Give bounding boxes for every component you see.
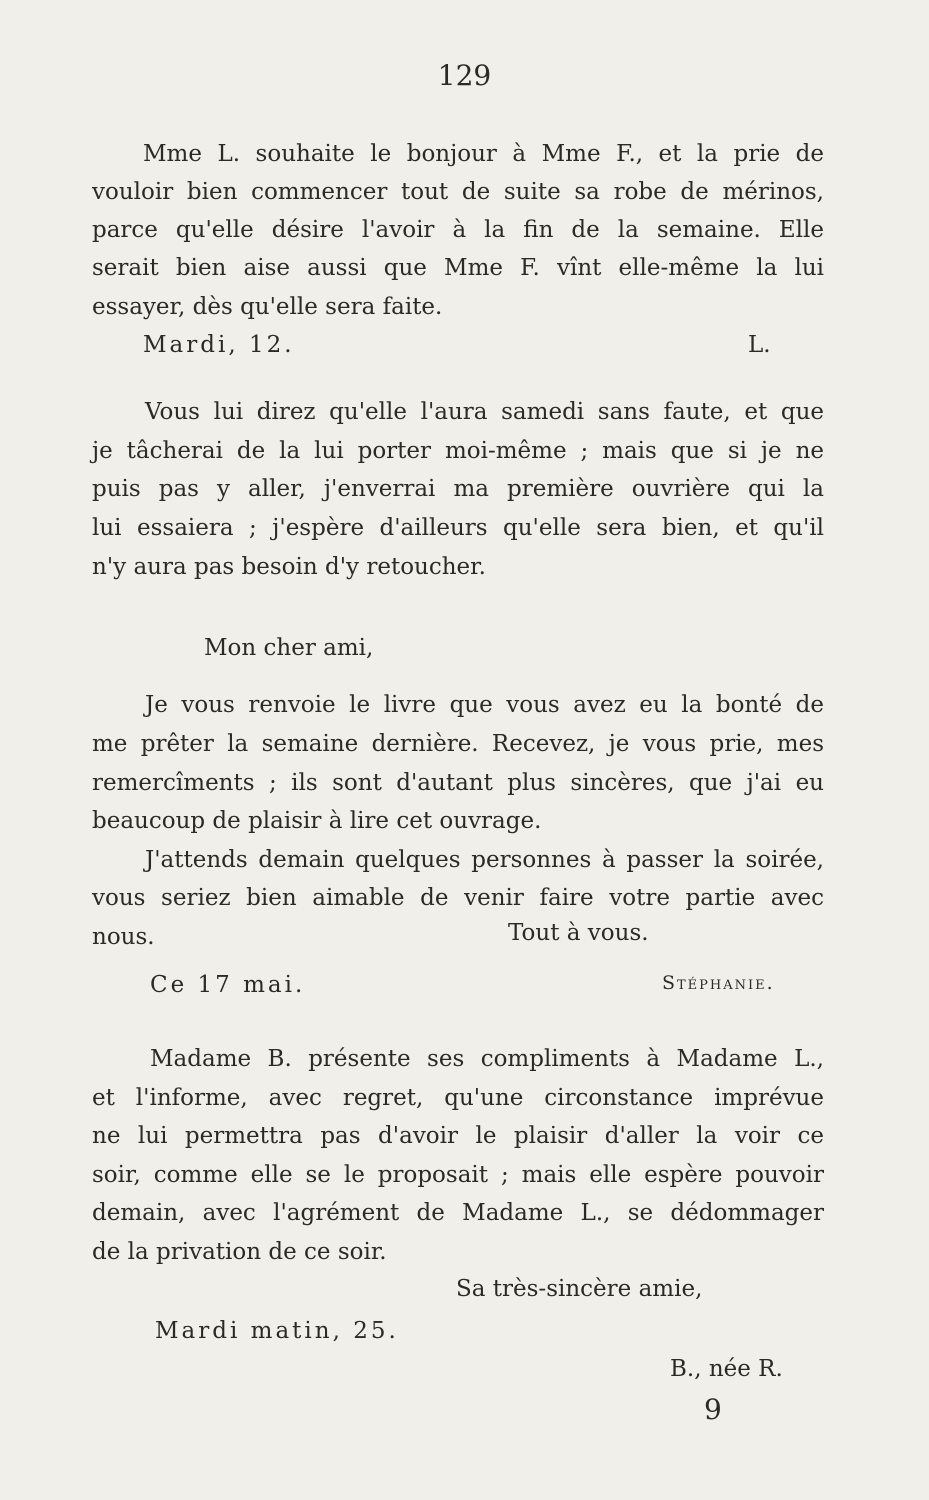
text-line: de la privation de ce soir. [92,1239,387,1265]
letter-closing: Tout à vous. [508,920,649,946]
text-line: remercîments ; ils sont d'autant plus sincères, que j'ai eu [92,770,824,796]
text-line: Vous lui direz qu'elle l'aura samedi sans faute, et que [145,399,824,425]
page-number: 129 [437,59,492,92]
text-line: Madame B. présente ses compliments à Madame L., [150,1046,824,1072]
text-line: soir, comme elle se le proposait ; mais elle espère pouvoir [92,1162,824,1188]
text-line: lui essaiera ; j'espère d'ailleurs qu'elle sera bien, et qu'il [92,515,824,541]
text-line: puis pas y aller, j'enverrai ma première ouvrière qui la [92,476,824,502]
letter-date: Ce 17 mai. [150,972,306,998]
text-line: nous. [92,924,155,950]
text-line: n'y aura pas besoin d'y retoucher. [92,554,486,580]
letter-closing: Sa très-sincère amie, [456,1276,703,1302]
text-line: vous seriez bien aimable de venir faire votre partie avec [92,885,824,911]
text-line: beaucoup de plaisir à lire cet ouvrage. [92,808,542,834]
text-line: essayer, dès qu'elle sera faite. [92,294,443,320]
letter-date: Mardi, 12. [143,332,295,358]
letter-signature: B., née R. [670,1356,783,1382]
text-line: Mme L. souhaite le bonjour à Mme F., et la prie de [143,141,824,167]
text-line: je tâcherai de la lui porter moi-même ; mais que si je ne [92,438,824,464]
letter-signature: L. [748,332,771,358]
salutation: Mon cher ami, [204,635,374,661]
text-line: ne lui permettra pas d'avoir le plaisir d'aller la voir ce [92,1123,824,1149]
text-line: Je vous renvoie le livre que vous avez eu la bonté de [145,692,824,718]
text-line: vouloir bien commencer tout de suite sa robe de mérinos, [92,179,824,205]
signature-mark: 9 [704,1393,722,1426]
text-line: et l'informe, avec regret, qu'une circonstance imprévue [92,1085,824,1111]
letter-date: Mardi matin, 25. [155,1318,399,1344]
text-line: me prêter la semaine dernière. Recevez, je vous prie, mes [92,731,824,757]
text-line: J'attends demain quelques personnes à passer la soirée, [145,847,824,873]
text-line: demain, avec l'agrément de Madame L., se dédommager [92,1200,824,1226]
text-line: serait bien aise aussi que Mme F. vînt elle-même la lui [92,255,824,281]
text-line: parce qu'elle désire l'avoir à la fin de la semaine. Elle [92,217,824,243]
letter-signature: Stéphanie. [662,972,775,994]
